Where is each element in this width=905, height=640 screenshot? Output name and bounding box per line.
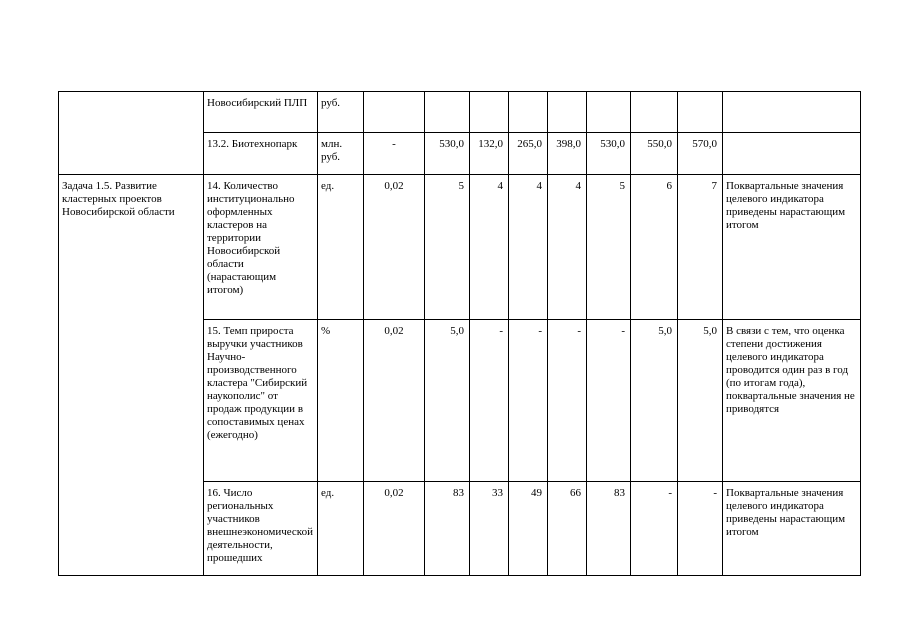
indicator-cell: 16. Число региональных участников внешнеэкономической деятельности, прошедших <box>204 482 318 576</box>
unit-cell: млн. руб. <box>318 133 364 175</box>
value-cell: 5,0 <box>678 320 723 482</box>
value-cell: 265,0 <box>509 133 548 175</box>
unit-cell: % <box>318 320 364 482</box>
unit-cell: руб. <box>318 92 364 133</box>
value-cell <box>678 92 723 133</box>
indicator-cell: 13.2. Биотехнопарк <box>204 133 318 175</box>
value-cell: 83 <box>587 482 631 576</box>
value-cell <box>548 92 587 133</box>
indicators-table <box>58 91 861 576</box>
table-row <box>59 92 861 133</box>
value-cell: 398,0 <box>548 133 587 175</box>
value-cell: - <box>548 320 587 482</box>
value-cell: 33 <box>470 482 509 576</box>
value-cell: - <box>587 320 631 482</box>
value-cell: 66 <box>548 482 587 576</box>
value-cell <box>587 92 631 133</box>
table-row <box>59 175 861 320</box>
value-cell: - <box>509 320 548 482</box>
value-cell: 5,0 <box>631 320 678 482</box>
value-cell: 4 <box>548 175 587 320</box>
task-cell: Задача 1.5. Развитие кластерных проектов Новосибирской области <box>59 175 204 576</box>
note-cell: В связи с тем, что оценка степени достижения целевого индикатора проводится один раз в год (по итогам года), поквартальные значения не приводятся <box>723 320 861 482</box>
value-cell <box>509 92 548 133</box>
value-cell: 49 <box>509 482 548 576</box>
unit-cell: ед. <box>318 175 364 320</box>
value-cell: 4 <box>470 175 509 320</box>
weight-cell: 0,02 <box>364 175 425 320</box>
unit-cell: ед. <box>318 482 364 576</box>
note-cell <box>723 133 861 175</box>
value-cell: 550,0 <box>631 133 678 175</box>
indicator-cell: 14. Количество институционально оформленных кластеров на территории Новосибирской области (нарастающим итогом) <box>204 175 318 320</box>
value-cell: - <box>470 320 509 482</box>
indicator-cell: Новосибирский ПЛП <box>204 92 318 133</box>
value-cell: 5 <box>425 175 470 320</box>
task-cell <box>59 92 204 175</box>
value-cell: - <box>631 482 678 576</box>
note-cell: Поквартальные значения целевого индикатора приведены нарастающим итогом <box>723 482 861 576</box>
weight-cell: - <box>364 133 425 175</box>
weight-cell: 0,02 <box>364 320 425 482</box>
note-cell: Поквартальные значения целевого индикатора приведены нарастающим итогом <box>723 175 861 320</box>
value-cell: 5,0 <box>425 320 470 482</box>
value-cell: 5 <box>587 175 631 320</box>
value-cell: 132,0 <box>470 133 509 175</box>
value-cell <box>631 92 678 133</box>
value-cell: 530,0 <box>425 133 470 175</box>
value-cell: - <box>678 482 723 576</box>
value-cell: 4 <box>509 175 548 320</box>
indicator-cell: 15. Темп прироста выручки участников Научно-производственного кластера "Сибирский наукополис" от продаж продукции в сопоставимых ценах (ежегодно) <box>204 320 318 482</box>
weight-cell: 0,02 <box>364 482 425 576</box>
note-cell <box>723 92 861 133</box>
value-cell: 83 <box>425 482 470 576</box>
value-cell <box>425 92 470 133</box>
weight-cell <box>364 92 425 133</box>
value-cell: 6 <box>631 175 678 320</box>
value-cell: 7 <box>678 175 723 320</box>
value-cell <box>470 92 509 133</box>
value-cell: 530,0 <box>587 133 631 175</box>
value-cell: 570,0 <box>678 133 723 175</box>
